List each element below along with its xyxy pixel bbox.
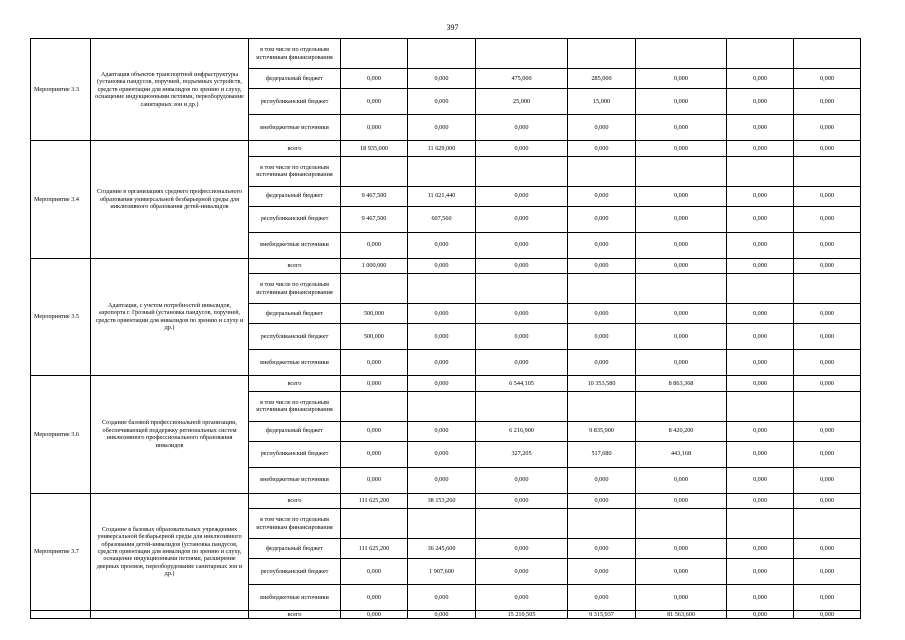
amount-cell: 0,000 [727,69,794,89]
amount-cell: 0,000 [636,324,727,350]
amount-cell: 0,000 [568,206,636,232]
amount-cell: 0,000 [476,467,568,493]
amount-cell [476,391,568,421]
amount-cell: 0,000 [727,441,794,467]
amount-cell: 0,000 [794,141,861,157]
amount-cell: 0,000 [568,115,636,141]
amount-cell [476,39,568,69]
amount-cell: 0,000 [408,69,476,89]
amount-cell: 0,000 [476,585,568,611]
amount-cell: 0,000 [568,141,636,157]
amount-cell: 0,000 [794,89,861,115]
funding-source-label: республиканский бюджет [249,89,341,115]
amount-cell: 0,000 [568,304,636,324]
amount-cell: 9 467,500 [341,206,408,232]
amount-cell: 0,000 [341,559,408,585]
amount-cell: 0,000 [476,350,568,376]
amount-cell: 0,000 [794,467,861,493]
table-row [31,141,861,157]
funding-source-label: республиканский бюджет [249,559,341,585]
amount-cell: 0,000 [794,304,861,324]
amount-cell: 0,000 [636,232,727,258]
empty-cell [91,611,249,619]
amount-cell: 0,000 [408,89,476,115]
amount-cell [341,156,408,186]
amount-cell: 0,000 [408,421,476,441]
funding-source-label: республиканский бюджет [249,324,341,350]
empty-cell [31,611,91,619]
measure-description: Адаптация объектов транспортной инфраструктуры (установка пандусов, поручней, подъемных устройств, средств ориентации для инвалидов по зрению и слуху, оснащение индукционными петлями, переоборудование санитарных зон и др.) [91,39,249,141]
amount-cell: 0,000 [636,585,727,611]
amount-cell: 0,000 [568,232,636,258]
amount-cell [568,274,636,304]
amount-cell: 0,000 [636,89,727,115]
amount-cell: 15 210,505 [476,611,568,619]
amount-cell: 0,000 [794,585,861,611]
funding-source-label: всего [249,493,341,509]
funding-source-label: внебюджетные источники [249,585,341,611]
amount-cell: 9 315,937 [568,611,636,619]
amount-cell: 0,000 [568,350,636,376]
amount-cell [408,274,476,304]
amount-cell: 0,000 [636,258,727,274]
funding-source-label: всего [249,376,341,392]
amount-cell [636,509,727,539]
amount-cell: 0,000 [568,467,636,493]
amount-cell: 0,000 [727,611,794,619]
amount-cell: 81 563,600 [636,611,727,619]
amount-cell: 0,000 [636,186,727,206]
amount-cell: 11 021,440 [408,186,476,206]
amount-cell: 38 153,260 [408,493,476,509]
amount-cell: 285,000 [568,69,636,89]
table-row [31,493,861,509]
measure-description: Создание в базовых образовательных учреждениях универсальной безбарьерной среды для инклюзивного образования детей-инвалидов (установка пандусов, средств ориентации для инвалидов по зрению и слуху, оснащение индукционными петлями, расширение дверных проемов, переоборудование санитарных зон и др.) [91,493,249,611]
amount-cell: 0,000 [476,258,568,274]
funding-source-label: республиканский бюджет [249,441,341,467]
amount-cell: 0,000 [476,559,568,585]
amount-cell: 0,000 [727,539,794,559]
amount-cell: 0,000 [636,115,727,141]
amount-cell: 0,000 [727,559,794,585]
amount-cell: 0,000 [341,376,408,392]
amount-cell: 9 835,900 [568,421,636,441]
amount-cell: 0,000 [794,421,861,441]
amount-cell: 0,000 [408,115,476,141]
amount-cell: 0,000 [476,304,568,324]
amount-cell: 0,000 [341,350,408,376]
table-row [31,611,861,619]
amount-cell: 0,000 [568,186,636,206]
measure-name: Мероприятие 3.5 [31,258,91,376]
amount-cell: 9 467,500 [341,186,408,206]
amount-cell: 0,000 [727,89,794,115]
amount-cell: 0,000 [727,350,794,376]
amount-cell: 517,680 [568,441,636,467]
amount-cell: 0,000 [727,493,794,509]
amount-cell: 0,000 [476,493,568,509]
amount-cell: 0,000 [568,585,636,611]
amount-cell: 0,000 [568,324,636,350]
amount-cell [408,156,476,186]
funding-source-label: всего [249,611,341,619]
funding-source-label: в том числе по отдельным источникам финансирования [249,509,341,539]
amount-cell [341,274,408,304]
amount-cell: 0,000 [727,258,794,274]
amount-cell [476,274,568,304]
amount-cell: 0,000 [636,206,727,232]
amount-cell: 0,000 [727,186,794,206]
amount-cell: 0,000 [727,585,794,611]
amount-cell: 607,560 [408,206,476,232]
amount-cell: 0,000 [794,324,861,350]
funding-source-label: внебюджетные источники [249,350,341,376]
amount-cell: 1 000,000 [341,258,408,274]
amount-cell: 0,000 [794,493,861,509]
funding-source-label: федеральный бюджет [249,304,341,324]
amount-cell [636,39,727,69]
amount-cell: 0,000 [636,350,727,376]
amount-cell: 0,000 [794,115,861,141]
amount-cell: 0,000 [408,350,476,376]
measure-name: Мероприятие 3.6 [31,376,91,494]
amount-cell: 0,000 [794,376,861,392]
amount-cell: 0,000 [341,421,408,441]
amount-cell: 0,000 [636,304,727,324]
measure-name: Мероприятие 3.7 [31,493,91,611]
amount-cell [794,156,861,186]
amount-cell: 0,000 [794,186,861,206]
amount-cell: 0,000 [636,559,727,585]
amount-cell [794,39,861,69]
amount-cell: 6 544,105 [476,376,568,392]
amount-cell: 0,000 [408,324,476,350]
amount-cell [636,156,727,186]
amount-cell: 0,000 [341,115,408,141]
funding-source-label: федеральный бюджет [249,539,341,559]
amount-cell: 0,000 [636,539,727,559]
amount-cell: 0,000 [476,115,568,141]
amount-cell [476,509,568,539]
amount-cell: 0,000 [794,559,861,585]
amount-cell: 0,000 [476,539,568,559]
funding-source-label: федеральный бюджет [249,421,341,441]
amount-cell [408,39,476,69]
amount-cell [794,391,861,421]
amount-cell: 0,000 [636,493,727,509]
amount-cell: 0,000 [568,493,636,509]
amount-cell: 0,000 [341,441,408,467]
amount-cell: 0,000 [636,467,727,493]
amount-cell: 0,000 [727,232,794,258]
amount-cell [408,391,476,421]
funding-source-label: в том числе по отдельным источникам финансирования [249,156,341,186]
table-body [31,39,861,619]
amount-cell: 0,000 [341,467,408,493]
funding-source-label: республиканский бюджет [249,206,341,232]
amount-cell: 111 625,200 [341,539,408,559]
amount-cell: 0,000 [408,258,476,274]
amount-cell: 0,000 [341,89,408,115]
amount-cell: 111 625,200 [341,493,408,509]
amount-cell: 1 907,600 [408,559,476,585]
amount-cell [727,391,794,421]
funding-source-label: всего [249,258,341,274]
amount-cell [794,274,861,304]
amount-cell [636,391,727,421]
amount-cell [341,509,408,539]
amount-cell: 0,000 [408,441,476,467]
amount-cell: 0,000 [476,206,568,232]
amount-cell: 0,000 [727,376,794,392]
table-row [31,39,861,69]
amount-cell: 0,000 [341,611,408,619]
amount-cell: 0,000 [476,141,568,157]
amount-cell [727,156,794,186]
amount-cell: 0,000 [476,186,568,206]
amount-cell: 0,000 [794,441,861,467]
amount-cell [476,156,568,186]
amount-cell: 0,000 [727,304,794,324]
amount-cell: 0,000 [794,611,861,619]
amount-cell: 475,000 [476,69,568,89]
funding-source-label: в том числе по отдельным источникам финансирования [249,274,341,304]
amount-cell: 0,000 [341,232,408,258]
amount-cell: 36 245,600 [408,539,476,559]
funding-source-label: внебюджетные источники [249,115,341,141]
amount-cell [341,39,408,69]
amount-cell: 0,000 [568,539,636,559]
amount-cell: 0,000 [636,69,727,89]
funding-source-label: в том числе по отдельным источникам финансирования [249,39,341,69]
amount-cell: 443,168 [636,441,727,467]
amount-cell [568,156,636,186]
measure-name: Мероприятие 3.3 [31,39,91,141]
funding-source-label: в том числе по отдельным источникам финансирования [249,391,341,421]
amount-cell: 0,000 [408,611,476,619]
amount-cell: 0,000 [794,539,861,559]
budget-table [30,38,861,619]
amount-cell: 0,000 [794,350,861,376]
funding-source-label: всего [249,141,341,157]
amount-cell [568,391,636,421]
amount-cell: 0,000 [727,324,794,350]
table-row [31,376,861,392]
amount-cell: 0,000 [408,304,476,324]
amount-cell: 0,000 [794,232,861,258]
amount-cell: 25,000 [476,89,568,115]
amount-cell: 0,000 [727,467,794,493]
amount-cell: 327,205 [476,441,568,467]
amount-cell: 0,000 [636,141,727,157]
measure-description: Создание базовой профессиональной организации, обеспечивающей поддержку региональных систем инклюзивного профессионального образования инвалидов [91,376,249,494]
amount-cell [408,509,476,539]
amount-cell: 0,000 [568,258,636,274]
measure-description: Адаптация, с учетом потребностей инвалидов, аэропорта г. Грозный (установка пандусов, поручней, средств ориентации для инвалидов по зрению и слуху и др.) [91,258,249,376]
amount-cell [341,391,408,421]
funding-source-label: федеральный бюджет [249,69,341,89]
amount-cell: 0,000 [727,421,794,441]
amount-cell: 0,000 [476,232,568,258]
funding-source-label: внебюджетные источники [249,467,341,493]
amount-cell: 0,000 [408,376,476,392]
amount-cell: 0,000 [341,69,408,89]
amount-cell [727,39,794,69]
amount-cell: 500,000 [341,304,408,324]
amount-cell: 15,000 [568,89,636,115]
amount-cell: 8 863,368 [636,376,727,392]
amount-cell [636,274,727,304]
amount-cell: 500,000 [341,324,408,350]
amount-cell: 0,000 [408,232,476,258]
amount-cell: 0,000 [727,141,794,157]
amount-cell: 6 216,900 [476,421,568,441]
amount-cell: 8 420,200 [636,421,727,441]
amount-cell: 0,000 [341,585,408,611]
measure-name: Мероприятие 3.4 [31,141,91,259]
amount-cell [794,509,861,539]
amount-cell: 0,000 [727,206,794,232]
funding-source-label: федеральный бюджет [249,186,341,206]
table-row [31,258,861,274]
amount-cell: 11 629,000 [408,141,476,157]
amount-cell: 0,000 [408,585,476,611]
amount-cell: 0,000 [794,69,861,89]
amount-cell: 0,000 [794,258,861,274]
amount-cell: 10 353,580 [568,376,636,392]
amount-cell: 0,000 [568,559,636,585]
amount-cell [727,274,794,304]
amount-cell [568,39,636,69]
amount-cell: 18 935,000 [341,141,408,157]
amount-cell [568,509,636,539]
amount-cell: 0,000 [727,115,794,141]
amount-cell [727,509,794,539]
page-number: 397 [446,23,459,32]
amount-cell: 0,000 [408,467,476,493]
funding-source-label: внебюджетные источники [249,232,341,258]
amount-cell: 0,000 [476,324,568,350]
amount-cell: 0,000 [794,206,861,232]
measure-description: Создание в организациях среднего профессионального образования универсальной безбарьерной среды для инклюзивного образования детей-инвалидов [91,141,249,259]
